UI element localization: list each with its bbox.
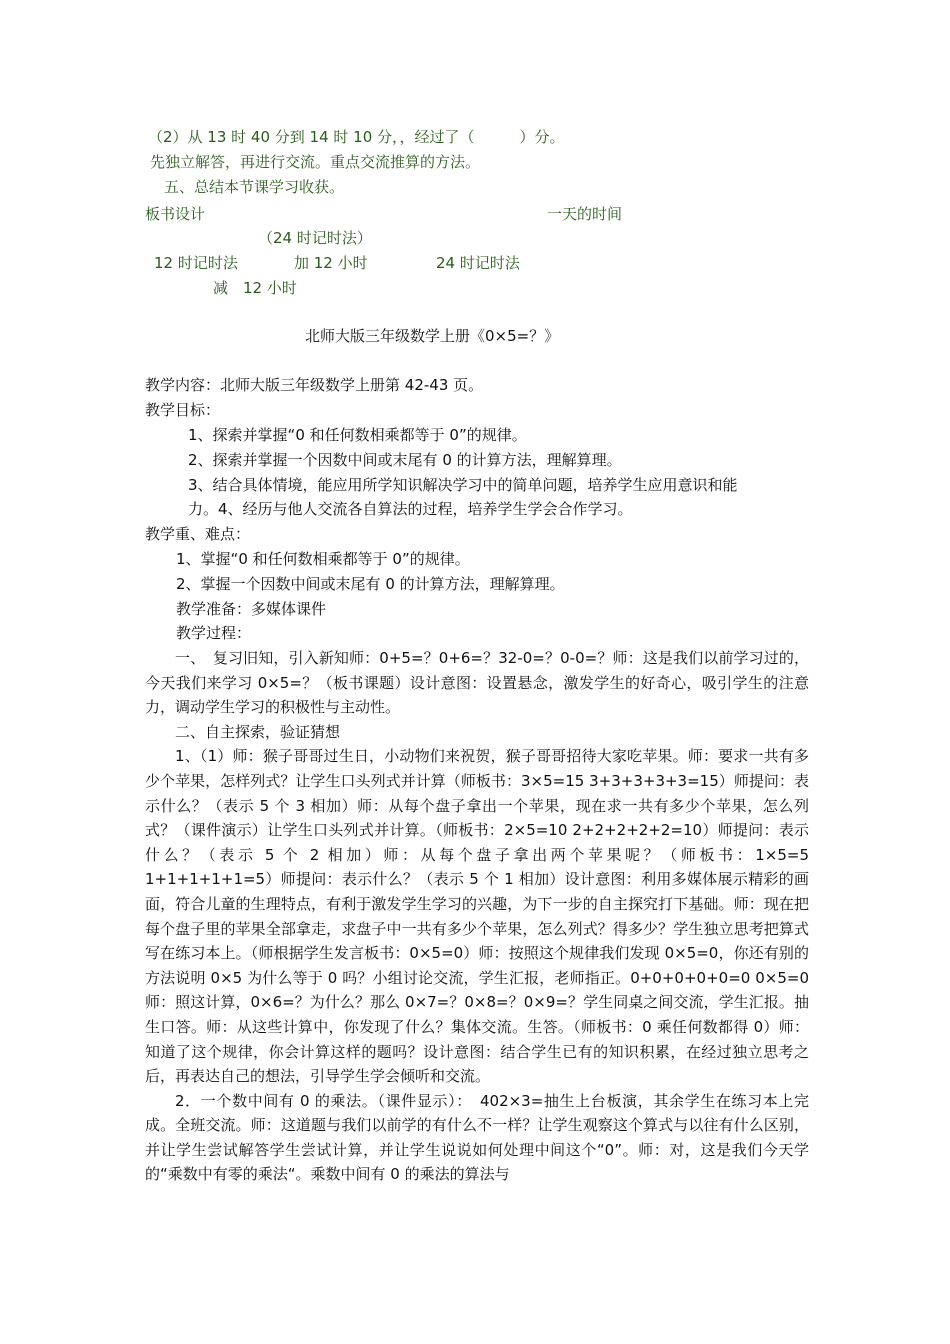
goal-2: 2、探索并掌握一个因数中间或末尾有 0 的计算方法，理解算理。 <box>188 451 622 469</box>
board-12h: 12 时记时法 <box>154 254 238 272</box>
board-subtract: 减 12 小时 <box>213 279 297 297</box>
board-add: 加 12 小时 <box>294 254 368 272</box>
board-subtitle: （24 时记时法） <box>258 229 372 247</box>
paragraph-apples: 1、（1）师：猴子哥哥过生日，小动物们来祝贺，猴子哥哥招待大家吃苹果。师：要求一共有多少个苹果，怎样列式？让学生口头列式并计算（师板书：3×5=15 3+3+3+3+3=15）师提问：表示什么？（表示 5 个 3 相加）师：从每个盘子拿出一个苹果，现在求一共有多少个苹果，怎么列式？（课件演示）让学生口头列式并计算。（师板书：2×5=10 2+2+2+2+2=10）师提问：表示什么？（表示 5 个 2 相加）师：从每个盘子拿出两个苹果呢？（师板书：1×5=5 1+1+1+1+1=5）师提问：表示什么？（表示 5 个 1 相加）设计意图：利用多媒体展示精彩的画面，符合儿童的生理特点，有利于激发学生学习的兴趣，为下一步的自主探究打下基础。师：现在把每个盘子里的苹果全部拿走，求盘子中一共有多少个苹果，怎么列式？得多少？学生独立思考把算式写在练习本上。（师根据学生发言板书：0×5=0）师：按照这个规律我们发现 0×5=0，你还有别的方法说明 0×5 为什么等于 0 吗？小组讨论交流，学生汇报，老师指正。0+0+0+0+0=0 0×5=0 师：照这计算，0×6=？为什么？那么 0×7=？0×8=？0×9=？学生同桌之间交流，学生汇报。抽生口答。师：从这些计算中，你发现了什么？集体交流。生答。（师板书：0 乘任何数都得 0）师：知道了这个规律，你会计算这样的题吗？设计意图：结合学生已有的知识积累，在经过独立思考之后，再表达自己的想法，引导学生学会倾听和交流。 <box>145 747 809 1086</box>
key-2: 2、掌握一个因数中间或末尾有 0 的计算方法，理解算理。 <box>176 575 565 593</box>
board-24h: 24 时记时法 <box>436 254 520 272</box>
key-label: 教学重、难点： <box>145 525 251 543</box>
question-line: （2）从 13 时 40 分到 14 时 10 分，，经过了（ ）分。 <box>148 128 565 146</box>
prep-line: 教学准备：多媒体课件 <box>176 600 327 618</box>
paragraph-explore-heading: 二、自主探索，验证猜想 <box>175 722 341 741</box>
board-title: 一天的时间 <box>547 205 623 223</box>
process-label: 教学过程： <box>176 624 252 642</box>
body-text <box>145 646 809 1187</box>
goal-3b: 力。4、经历与他人交流各自算法的过程，培养学生学会合作学习。 <box>188 500 633 518</box>
goal-1: 1、探索并掌握“0 和任何数相乘都等于 0”的规律。 <box>188 426 527 444</box>
paragraph-review: 一、 复习旧知，引入新知师：0+5=？0+6=？32-0=？0-0=？师：这是我们以前学习过的，今天我们来学习 0×5=？（板书课题）设计意图：设置悬念，激发学生的好奇心，吸引学生的注意力，调动学生学习的积极性与主动性。 <box>145 649 809 717</box>
goals-label: 教学目标： <box>145 401 221 419</box>
board-label: 板书设计 <box>145 205 206 223</box>
lesson-title: 北师大版三年级数学上册《0×5=？》 <box>305 327 560 345</box>
key-1: 1、掌握“0 和任何数相乘都等于 0”的规律。 <box>176 550 470 568</box>
summary-line: 五、总结本节课学习收获。 <box>164 178 345 196</box>
lesson-content: 教学内容：北师大版三年级数学上册第 42-43 页。 <box>145 376 484 394</box>
paragraph-middle-zero: 2．一个数中间有 0 的乘法。（课件显示）： 402×3=抽生上台板演，其余学生在练习本上完成。全班交流。师：这道题与我们以前学的有什么不一样？让学生观察这个算式与以往有什么区别，并让学生尝试解答学生尝试计算，并让学生说说如何处理中间这个“0”。师：对，这是我们今天学的“乘数中有零的乘法“。乘数中间有 0 的乘法的算法与 <box>145 1091 809 1184</box>
goal-3a: 3、结合具体情境，能应用所学知识解决学习中的简单问题，培养学生应用意识和能 <box>188 476 738 494</box>
instruction-line: 先独立解答，再进行交流。重点交流推算的方法。 <box>150 153 481 171</box>
